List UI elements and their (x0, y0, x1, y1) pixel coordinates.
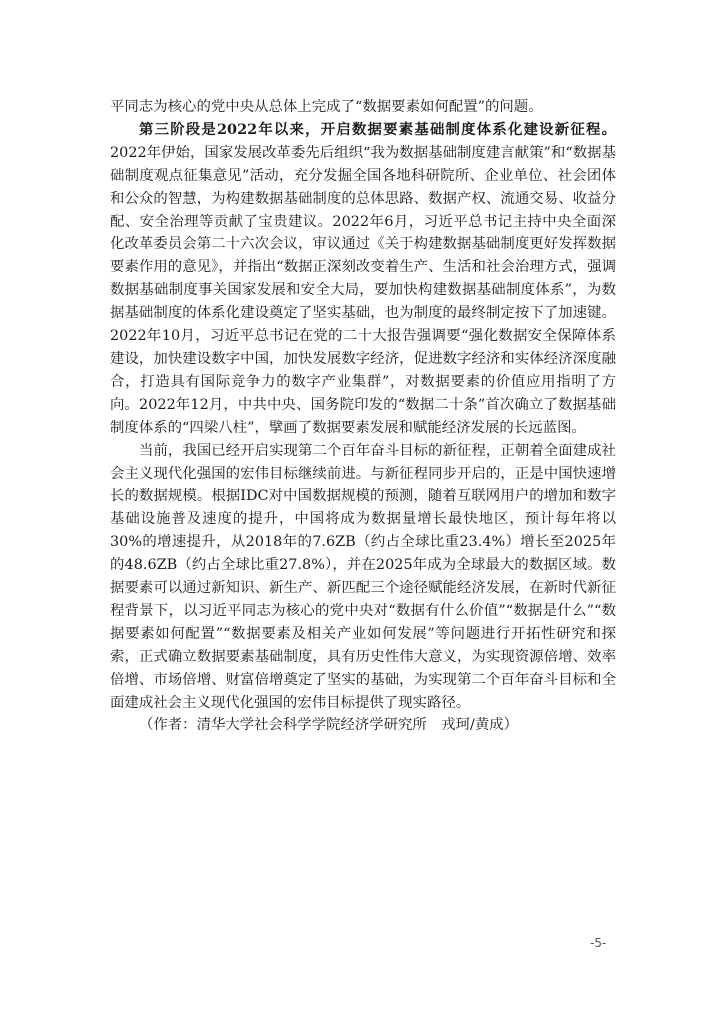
paragraph-text: 2022年伊始，国家发展改革委先后组织“我为数据基础制度建言献策”和“数据基础制度观点征集意见”活动，充分发掘全国各地科研院所、企业单位、社会团体和公众的智慧，为构建数据基础制度的总体思路、数据产权、流通交易、收益分配、安全治理等贡献了宝贵建议。2022年6月，习近平总书记主持中央全面深化改革委员会第二十六次会议，审议通过《关于构建数据基础制度更好发挥数据要素作用的意见》，并指出“数据正深刻改变着生产、生活和社会治理方式，强调数据基础制度事关国家发展和安全大局，要加快构建数据基础制度体系”，为数据基础制度的体系化建设奠定了坚实基础，也为制度的最终制定按下了加速键。2022年10月，习近平总书记在党的二十大报告强调要“强化数据安全保障体系建设，加快建设数字中国，加快发展数字经济，促进数字经济和实体经济深度融合，打造具有国际竞争力的数字产业集群”，对数据要素的价值应用指明了方向。2022年12月，中共中央、国务院印发的“数据二十条”首次确立了数据基础制度体系的“四梁八柱”，擘画了数据要素发展和赋能经济发展的长远蓝图。 (110, 144, 616, 436)
document-page (110, 96, 616, 737)
author-attribution: （作者：清华大学社会科学学院经济学研究所 戎珂/黄成） (139, 717, 519, 734)
paragraph-lead-bold: 第三阶段是2022年以来，开启数据要素基础制度体系化建设新征程。 (139, 120, 616, 138)
paragraph-current-stage (110, 440, 616, 715)
page-number: -5- (590, 936, 607, 950)
paragraph-text: 平同志为核心的党中央从总体上完成了“数据要素如何配置”的问题。 (110, 99, 543, 115)
paragraph-continuation (110, 96, 616, 119)
paragraph-text: 当前，我国已经开启实现第二个百年奋斗目标的新征程，正朝着全面建成社会主义现代化强国的宏伟目标继续前进。与新征程同步开启的，正是中国快速增长的数据规模。根据IDC对中国数据规模的预测，随着互联网用户的增加和数字基础设施普及速度的提升，中国将成为数据量增长最快地区，预计每年将以30%的增速提升，从2018年的7.6ZB（约占全球比重23.4%）增长至2025年的48.6ZB（约占全球比重27.8%），并在2025年成为全球最大的数据区域。数据要素可以通过新知识、新生产、新匹配三个途径赋能经济发展，在新时代新征程背景下，以习近平同志为核心的党中央对“数据有什么价值”“数据是什么”“数据要素如何配置”“数据要素及相关产业如何发展”等问题进行开拓性研究和探索，正式确立数据要素基础制度，具有历史性伟大意义，为实现资源倍增、效率倍增、市场倍增、财富倍增奠定了坚实的基础，为实现第二个百年奋斗目标和全面建成社会主义现代化强国的宏伟目标提供了现实路径。 (110, 442, 616, 711)
paragraph-stage-three (110, 119, 616, 440)
